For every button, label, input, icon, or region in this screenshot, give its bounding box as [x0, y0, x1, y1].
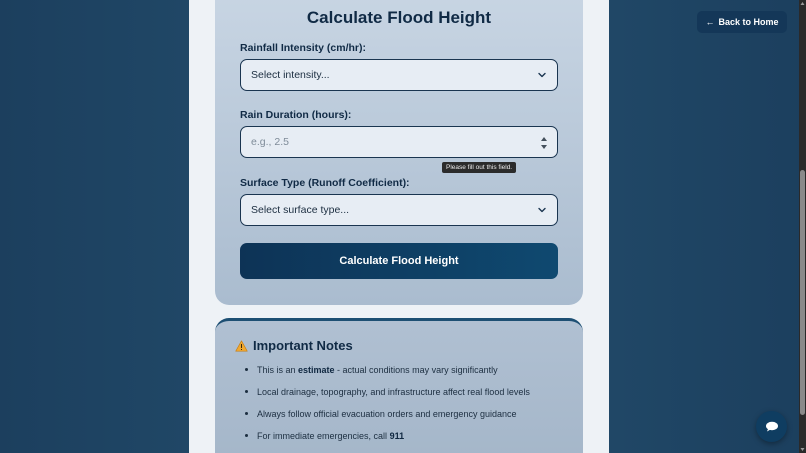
duration-placeholder: e.g., 2.5 [251, 136, 289, 148]
spinner-up-icon[interactable] [540, 136, 548, 142]
arrow-left-icon: ← [705, 17, 715, 27]
important-notes-card [215, 318, 583, 453]
scroll-up-icon[interactable] [800, 1, 805, 6]
chevron-down-icon [536, 69, 548, 81]
notes-header [235, 338, 353, 353]
rainfall-label: Rainfall Intensity (cm/hr): [240, 42, 367, 54]
list-item: This is an estimate - actual conditions may vary significantly [245, 364, 530, 386]
validation-tooltip: Please fill out this field. [442, 162, 516, 173]
spinner-down-icon[interactable] [540, 144, 548, 150]
rainfall-selected-value: Select intensity... [251, 69, 330, 81]
duration-input[interactable] [240, 126, 558, 158]
scrollbar-thumb[interactable] [800, 170, 805, 415]
flood-calculator-card [215, 0, 583, 305]
chat-bubble-icon [765, 421, 779, 432]
surface-selected-value: Select surface type... [251, 204, 350, 216]
surface-label: Surface Type (Runoff Coefficient): [240, 177, 410, 189]
form-title: Calculate Flood Height [306, 8, 492, 27]
list-item: Local drainage, topography, and infrastructure affect real flood levels [245, 386, 530, 408]
list-item: For immediate emergencies, call 911 [245, 430, 530, 452]
chevron-down-icon [536, 204, 548, 216]
notes-list [245, 364, 530, 452]
rainfall-select[interactable] [240, 59, 558, 91]
duration-label: Rain Duration (hours): [240, 109, 352, 121]
back-to-home-label: Back to Home [718, 17, 779, 27]
chat-button[interactable] [756, 411, 787, 442]
scroll-down-icon[interactable] [800, 447, 805, 452]
calculate-flood-height-button[interactable]: Calculate Flood Height [240, 243, 558, 279]
number-spinner-icon[interactable] [540, 136, 548, 150]
notes-title: Important Notes [253, 338, 353, 353]
surface-select[interactable] [240, 194, 558, 226]
warning-icon [235, 340, 248, 352]
list-item: Always follow official evacuation orders and emergency guidance [245, 408, 530, 430]
back-to-home-button[interactable] [697, 11, 787, 33]
